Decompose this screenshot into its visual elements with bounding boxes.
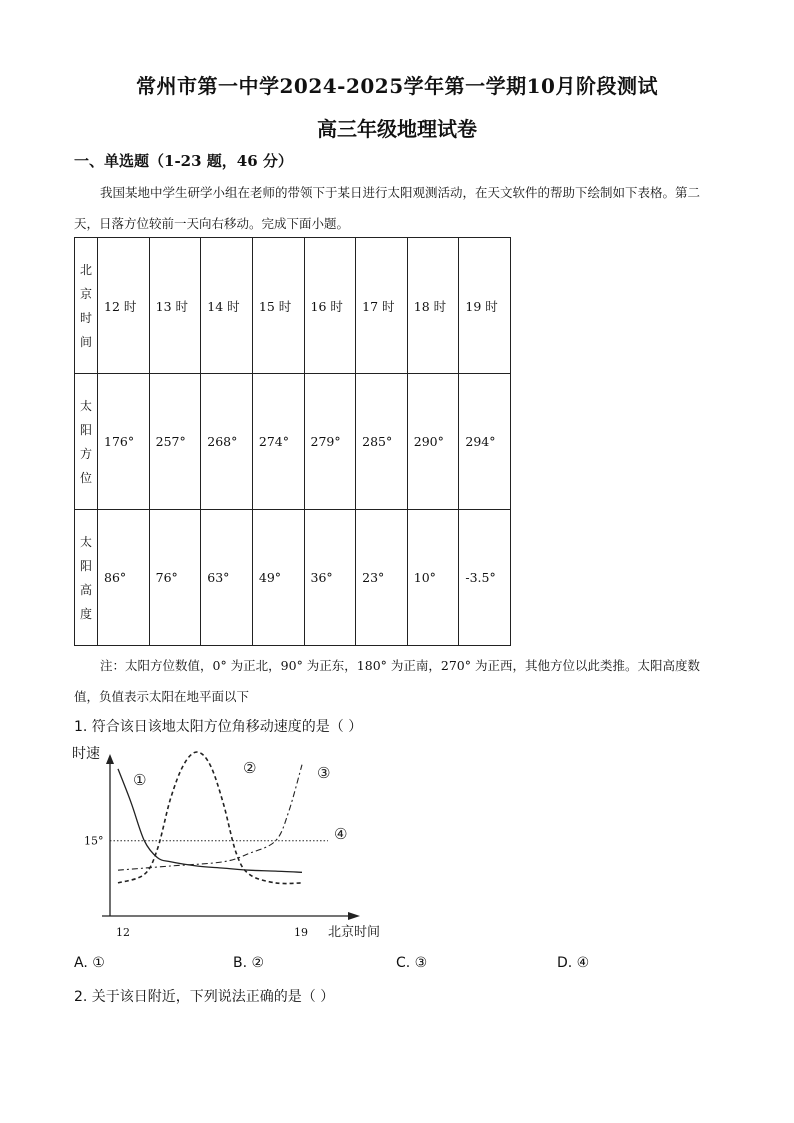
table-row-altitude: [75, 510, 511, 646]
header-char: 高: [79, 582, 92, 597]
x-tick-label: 12: [116, 926, 130, 939]
table-cell: 14 时: [201, 238, 253, 374]
row-header-altitude: [75, 510, 98, 646]
table-cell: 18 时: [407, 238, 459, 374]
header-char: 时: [79, 310, 92, 325]
exam-title: 常州市第一中学2024-2025学年第一学期10月阶段测试: [136, 74, 658, 98]
table-cell: 36°: [304, 510, 356, 646]
option-a[interactable]: A. ①: [74, 955, 105, 971]
y-tick-label: 15°: [84, 834, 104, 848]
table-cell: 10°: [407, 510, 459, 646]
series-label-1: ①: [133, 771, 147, 789]
table-row-azimuth: [75, 374, 511, 510]
table-cell: 274°: [252, 374, 304, 510]
table-cell: 63°: [201, 510, 253, 646]
table-cell: 15 时: [252, 238, 304, 374]
header-char: 京: [79, 286, 92, 301]
header-char: 太: [79, 398, 92, 413]
table-cell: 86°: [98, 510, 150, 646]
table-cell: 76°: [149, 510, 201, 646]
table-cell: 257°: [149, 374, 201, 510]
header-char: 阳: [79, 558, 92, 573]
x-axis-label: 北京时间: [328, 925, 381, 940]
table-note: 注：太阳方位数值，0° 为正北，90° 为正东，180° 为正南，270° 为正西，其他方位以此类推。太阳高度数值，负值表示太阳在地平面以下: [74, 658, 700, 704]
table-cell: -3.5°: [459, 510, 511, 646]
table-cell: 49°: [252, 510, 304, 646]
table-cell: 13 时: [149, 238, 201, 374]
option-d[interactable]: D. ④: [557, 955, 590, 971]
section-heading: 一、单选题（1-23 题，46 分）: [74, 152, 293, 170]
table-cell: 16 时: [304, 238, 356, 374]
table-cell: 285°: [356, 374, 408, 510]
table-cell: 279°: [304, 374, 356, 510]
y-axis-label: 时速: [72, 746, 100, 762]
series-label-4: ④: [334, 825, 348, 843]
row-header-azimuth: [75, 374, 98, 510]
header-char: 阳: [79, 422, 92, 437]
header-char: 太: [79, 534, 92, 549]
table-row-time: [75, 238, 511, 374]
exam-subtitle: 高三年级地理试卷: [317, 117, 477, 141]
row-header-time: [75, 238, 98, 374]
option-c[interactable]: C. ③: [396, 955, 428, 971]
question-2: 2. 关于该日附近，下列说法正确的是（ ）: [74, 989, 335, 1005]
header-char: 北: [79, 262, 92, 277]
header-char: 度: [79, 606, 92, 621]
header-char: 方: [79, 446, 92, 461]
x-axis-arrow: [348, 912, 360, 920]
header-char: 间: [79, 334, 92, 349]
table-cell: 23°: [356, 510, 408, 646]
y-axis-arrow: [106, 754, 114, 764]
intro-paragraph: 我国某地中学生研学小组在老师的带领下于某日进行太阳观测活动，在天文软件的帮助下绘制如下表格。第二天，日落方位较前一天向右移动。完成下面小题。: [74, 185, 701, 231]
question-1: 1. 符合该日该地太阳方位角移动速度的是（ ）: [74, 719, 363, 735]
table-cell: 290°: [407, 374, 459, 510]
series-label-3: ③: [317, 764, 331, 782]
table-cell: 19 时: [459, 238, 511, 374]
table-cell: 294°: [459, 374, 511, 510]
table-cell: 176°: [98, 374, 150, 510]
x-tick-label: 19: [294, 926, 308, 939]
table-cell: 268°: [201, 374, 253, 510]
table-cell: 17 时: [356, 238, 408, 374]
speed-chart: [70, 740, 390, 945]
option-b[interactable]: B. ②: [233, 955, 265, 971]
series-label-2: ②: [243, 759, 257, 777]
sun-observation-table: [74, 237, 511, 646]
header-char: 位: [79, 470, 92, 485]
table-cell: 12 时: [98, 238, 150, 374]
